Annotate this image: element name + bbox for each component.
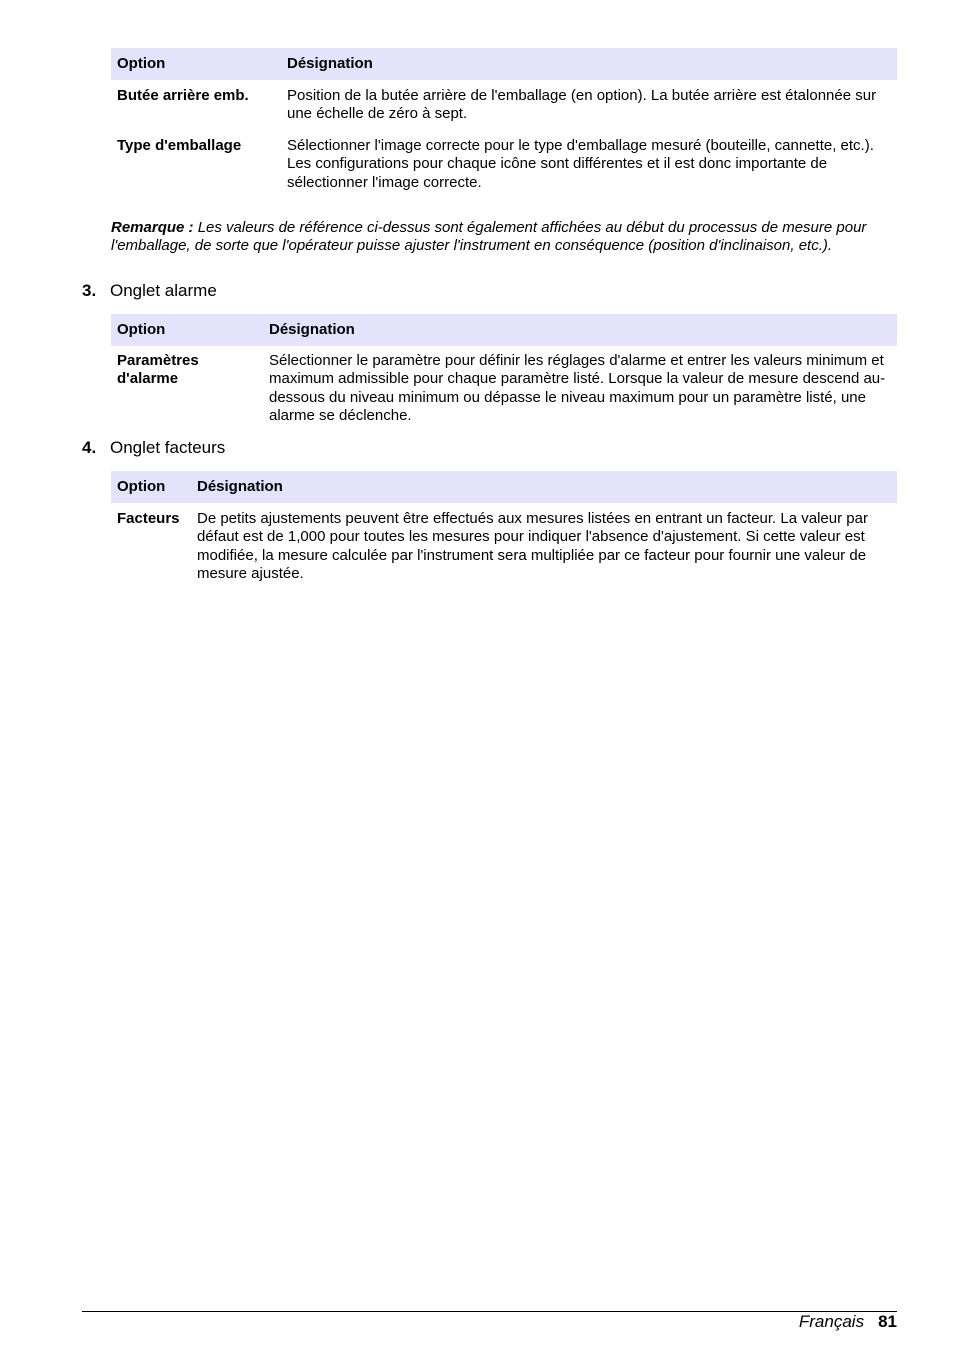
note-paragraph — [111, 219, 897, 256]
table-row — [111, 80, 897, 124]
page-footer — [799, 1312, 897, 1332]
table-header-row — [111, 314, 897, 346]
table-header-row — [111, 471, 897, 503]
step-number: 3. — [82, 281, 97, 300]
table-header-row — [111, 48, 897, 80]
step-label: Onglet facteurs — [110, 438, 226, 457]
step-3-heading — [82, 281, 217, 301]
column-header-option: Option — [111, 314, 263, 346]
note-label: Remarque : — [111, 219, 194, 236]
row-option: Facteurs — [117, 510, 180, 527]
table-row — [111, 346, 897, 426]
footer-divider — [82, 1311, 897, 1312]
row-option: Paramètres d'alarme — [117, 352, 199, 388]
page-number: 81 — [878, 1312, 897, 1331]
column-header-designation: Désignation — [281, 48, 897, 80]
row-description: De petits ajustements peuvent être effectués aux mesures listées en entrant un facteur. La valeur par défaut est de 1,000 pour toutes les mesures pour indiquer l'absence d'ajustement. Si cette valeur est modifiée, la mesure calculée par l'instrument sera multipliée par ce facteur pour fournir une valeur de mesure ajustée. — [197, 510, 868, 583]
options-table-alarm — [111, 314, 897, 426]
column-header-option: Option — [111, 48, 281, 80]
column-header-designation: Désignation — [191, 471, 897, 503]
row-description: Sélectionner le paramètre pour définir les réglages d'alarme et entrer les valeurs minimum et maximum admissible pour chaque paramètre listé. Lorsque la valeur de mesure descend au-dessous du niveau minimum ou dépasse le niveau maximum pour un paramètre listé, une alarme se déclenche. — [269, 352, 886, 425]
step-label: Onglet alarme — [110, 281, 217, 300]
step-4-heading — [82, 438, 225, 458]
row-option: Type d'emballage — [117, 136, 242, 154]
row-description: Sélectionner l'image correcte pour le type d'emballage mesuré (bouteille, cannette, etc.). Les configurations pour chaque icône sont différentes et il est donc importante de sélectionner l'image correcte. — [287, 136, 874, 191]
row-description: Position de la butée arrière de l'emballage (en option). La butée arrière est étalonnée sur une échelle de zéro à sept. — [287, 87, 877, 123]
table-row — [111, 503, 897, 584]
table-row — [111, 124, 897, 192]
options-table-packaging — [111, 48, 897, 192]
note-text: Les valeurs de référence ci-dessus sont également affichées au début du processus de mesure pour l'emballage, de sorte que l'opérateur puisse ajuster l'instrument en conséquence (position d'inclinaison, etc.). — [111, 219, 867, 255]
step-number: 4. — [82, 438, 97, 457]
column-header-designation: Désignation — [263, 314, 897, 346]
options-table-factors — [111, 471, 897, 584]
column-header-option: Option — [111, 471, 191, 503]
footer-language: Français — [798, 1312, 865, 1331]
row-option: Butée arrière emb. — [117, 87, 249, 104]
